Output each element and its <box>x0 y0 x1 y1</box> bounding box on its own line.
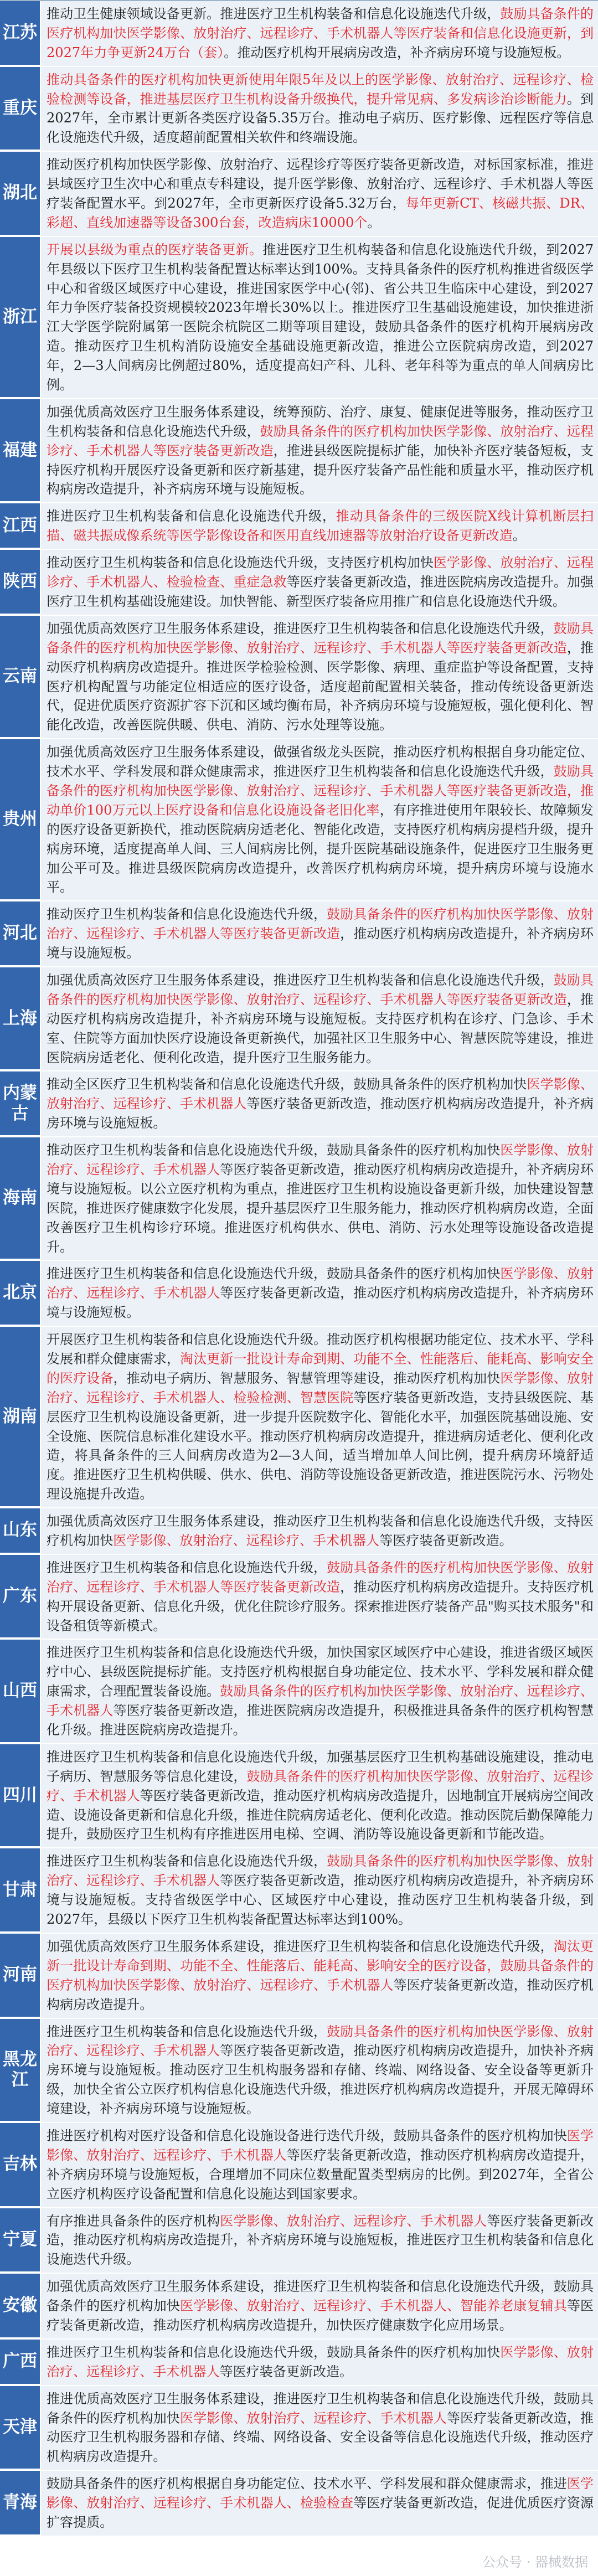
policy-text: 推动全区医疗卫生机构装备和信息化设施迭代升级，鼓励具备条件的医疗机构加快 <box>47 1076 527 1093</box>
policy-text: ，推动医疗机构病房改造提升，补齐病房环境与设施短板。支持医疗机构在诊疗、门急诊、手术室、住院等方面加快医疗设施设备更新换代，加强社区卫生服务中心、智慧医院等建设，推进医院病房适老化、便利化改造，提升医疗卫生服务能力。 <box>47 991 594 1065</box>
policy-text: 。推动医疗机构开展病房改造，补齐病房环境与设施短板。 <box>224 44 570 60</box>
province-cell: 北京 <box>0 1261 40 1326</box>
province-cell: 重庆 <box>0 67 40 151</box>
table-row <box>0 2340 598 2386</box>
policy-text: ，推动医疗机构病房改造提升。推进医学检验检测、医学影像、病理、重症监护等设备配置，支持医疗机构配置与功能定位相适应的医疗设备，适度超前配置相关装备，推动传统设备更新迭代，促进优质医疗资源扩容下沉和区域均衡布局，补齐病房环境与设施短板，强化便利化、智能化改造，改善医院供暖、供电、消防、污水处理等设施。 <box>47 640 594 733</box>
province-cell: 云南 <box>0 616 40 738</box>
policy-content-cell <box>40 2019 598 2122</box>
highlighted-text: 鼓励具备条件的医疗机构加快医学影像、放射治疗、远程诊疗、手术机器人等医疗装备更新改造 <box>47 423 594 458</box>
policy-text: 推进医疗卫生机构装备和信息化设施迭代升级， <box>47 1853 327 1869</box>
policy-text: 等医疗装备更新改造，推动医疗机构病房改造提升，补齐病房环境与设施短板，合理增加不同床位数量配置类型病房的比例。到2027年，全省公立医疗机构医疗设备配置和信息化设施达到国家要求。 <box>47 2147 594 2202</box>
policy-text: 等医疗装备更新改造，推动医疗机构病房改造提升，补齐病房环境与设施短板。以公立医疗机构为重点，推进医疗卫生机构设施设备更新升级，加快建设智慧医院，推进医疗健康数字化发展，提升基层医疗卫生服务能力，推动医疗机构病房改造，全面改善医疗卫生机构诊疗环境。推进医疗机构供水、供电、消防、污水处理等设施设备改造提升。 <box>47 1161 594 1255</box>
policy-text: 等医疗装备更新改造，推动医疗机构病房改造提升，补齐病房环境与设施短板，推进医疗卫生机构装备和信息化设施迭代升级。 <box>47 2213 594 2268</box>
policy-content-cell <box>40 2123 598 2207</box>
policy-text: ，推进县级医院提标扩能，加快补齐医疗装备短板，支持医疗机构开展医疗设备更新和医疗新基建，提升医疗装备产品性能和质量水平，推动医疗机构病房改造提升，补齐病房环境与设施短板。 <box>47 442 594 497</box>
policy-content-cell <box>40 2471 598 2536</box>
policy-text: 鼓励具备条件的医疗机构根据自身功能定位、技术水平、学科发展和群众健康需求，推进 <box>47 2476 567 2492</box>
policy-text: ，推动电子病历、智慧服务、智慧管理等建设，推动医疗机构加快 <box>113 1370 501 1386</box>
policy-text: 有序推进具备条件的医疗机构 <box>47 2213 220 2229</box>
highlighted-text: 医学影像、放射治疗、远程诊疗、手术机器人 <box>47 1266 594 1301</box>
policy-text: 等医疗装备更新改造，推动医疗机构病房改造提升，加快医疗健康数字化应用场景。 <box>47 2298 594 2333</box>
policy-content-cell <box>40 1508 598 1554</box>
table-row <box>0 1508 598 1555</box>
province-cell: 山东 <box>0 1508 40 1554</box>
province-cell: 河南 <box>0 1934 40 2018</box>
policy-text: 推进医疗卫生机构装备和信息化设施迭代升级，加强基层医疗卫生机构基础设施建设，推动电子病历、智慧服务等信息化建设， <box>47 1749 594 1784</box>
table-row <box>0 1744 598 1848</box>
table-row <box>0 2019 598 2123</box>
policy-text: 等医疗装备更新改造。 <box>379 1533 513 1549</box>
policy-content-cell <box>40 2274 598 2338</box>
policy-content-cell <box>40 2208 598 2273</box>
highlighted-text: 推动具备条件的三级医院X线计算机断层扫描、磁共振成像系统等医学影像设备和医用直线加速器等放射治疗设备更新改造 <box>47 508 594 544</box>
province-cell: 吉林 <box>0 2123 40 2207</box>
table-row <box>0 967 598 1071</box>
policy-text: 推进优质高效医疗卫生服务体系建设，推进医疗卫生机构装备和信息化设施迭代升级，鼓励具备条件的医疗机构加快 <box>47 2390 594 2426</box>
province-cell: 内蒙古 <box>0 1071 40 1136</box>
policy-content-cell <box>40 967 598 1070</box>
policy-content-cell <box>40 1327 598 1507</box>
policy-text: 加强优质高效医疗卫生服务体系建设，推动医疗卫生机构装备和信息化设施迭代升级，支持医疗机构加快 <box>47 1513 594 1549</box>
policy-text: 推动卫生健康领域设备更新。推进医疗卫生机构装备和信息化设施迭代升级， <box>47 6 501 22</box>
highlighted-text: 鼓励具备条件的医疗机构加快医学影像、放射治疗、远程诊疗、手术机器人等医疗装备更新改造 <box>47 620 594 656</box>
table-row <box>0 1555 598 1640</box>
policy-content-cell <box>40 399 598 502</box>
province-cell: 海南 <box>0 1137 40 1260</box>
province-cell: 黑龙江 <box>0 2019 40 2122</box>
highlighted-text: 淘汰更新一批设计寿命到期、功能不全、性能落后、能耗高、影响安全的医疗设备 <box>47 1351 594 1386</box>
table-row <box>0 1137 598 1261</box>
table-row <box>0 901 598 967</box>
province-cell: 江苏 <box>0 1 40 66</box>
table-row <box>0 1848 598 1934</box>
policy-text: 推动医疗卫生机构装备和信息化设施迭代升级，支持医疗机构加快 <box>47 555 434 571</box>
table-row <box>0 2471 598 2537</box>
province-cell: 陕西 <box>0 550 40 615</box>
policy-text: 等医疗装备更新改造，推动医疗机构病房改造提升，补齐病房环境与设施短板。 <box>47 1285 594 1321</box>
province-cell: 广西 <box>0 2340 40 2385</box>
highlighted-text: 医学影像、放射治疗、远程诊疗、手术机器人 <box>47 1076 594 1112</box>
highlighted-text: 医学影像、放射治疗、远程诊疗、手术机器人、检验检查 <box>47 2476 594 2511</box>
policy-text: 推进医疗卫生机构装备和信息化设施迭代升级，加快国家区域医疗中心建设，推进省级区域医疗中心、县级医院提标扩能。支持医疗机构根据自身功能定位、技术水平、学科发展和群众健康需求，合理配置装备设施。 <box>47 1645 594 1699</box>
policy-text: 加强优质高效医疗卫生服务体系建设，推进医疗卫生机构装备和信息化设施迭代升级， <box>47 972 554 988</box>
highlighted-text: 鼓励具备条件的医疗机构加快医学影像、放射治疗、远程诊疗、手术机器人 <box>47 2023 594 2059</box>
table-row <box>0 503 598 550</box>
province-cell: 河北 <box>0 901 40 966</box>
policy-content-cell <box>40 2386 598 2470</box>
policy-text: 。到2027年，全市累计更新各类医疗设备5.35万台。推动电子病历、医疗影像、远程医疗等信息化设施迭代升级，适度超前配置相关软件和终端设施。 <box>47 91 594 146</box>
table-row <box>0 399 598 503</box>
highlighted-text: 医学影像、放射治疗、远程诊疗、手术机器人 <box>47 2344 594 2379</box>
province-cell: 湖北 <box>0 152 40 236</box>
province-cell: 青海 <box>0 2471 40 2536</box>
watermark-text: 公众号 · 器械数据 <box>482 2554 588 2570</box>
highlighted-text: 鼓励具备条件的医疗机构加快医学影像、放射治疗、远程诊疗、手术机器人等医疗装备更新改造 <box>47 906 594 942</box>
highlighted-text: 淘汰更新一批设计寿命到期、功能不全、性能落后、能耗高、影响安全的医疗设备，鼓励具备条件的医疗机构加快医学影像、放射治疗、远程诊疗、手术机器人 <box>47 1938 594 1993</box>
highlighted-text: 推动具备条件的医疗机构加快更新使用年限5年及以上的医学影像、放射治疗、远程诊疗、检验检测等设备，推进基层医疗卫生机构设备升级换代，提升常见病、多发病诊治诊断能力 <box>47 71 594 107</box>
policy-content-cell <box>40 550 598 615</box>
policy-content-cell <box>40 1137 598 1260</box>
policy-content-cell <box>40 1 598 66</box>
policy-content-cell <box>40 152 598 236</box>
table-row <box>0 1 598 67</box>
table-row <box>0 67 598 152</box>
policy-text: 等医疗装备更新改造，支持县级医院、基层医疗卫生机构设施设备更新，进一步提升医院数字化、智能化水平，加强医院基础设施、安全设施、医院信息标准化建设水平。推动医疗机构病房改造提升，推进病房适老化、便利化改造，将具备条件的三人间病房改造为2—3人间，适当增加单人间比例，提升病房环境舒适度。推进医疗卫生机构供暖、供水、供电、消防等设施设备更新改造，推进医院污水、污物处理设施提升改造。 <box>47 1389 594 1502</box>
policy-content-cell <box>40 1744 598 1847</box>
table-row <box>0 1640 598 1744</box>
policy-text: 等医疗装备更新改造，推进医院病房改造提升。加强医疗卫生机构基础设施建设。加快智能、新型医疗装备应用推广和信息化设施迭代升级。 <box>47 574 594 609</box>
policy-text: 等医疗装备更新改造，推进医院病房改造提升，积极推进具备条件的医疗机构智慧化升级。推进医院病房改造提升。 <box>47 1703 594 1738</box>
policy-content-cell <box>40 2340 598 2385</box>
highlighted-text: 鼓励具备条件的医疗机构加快医学影像、放射治疗、远程诊疗、手术机器人等医疗装备更新改造，推动单价100万元以上医疗设备和信息化设施设备老旧化率 <box>47 764 594 818</box>
policy-text: 推动医疗机构加快医学影像、放射治疗、远程诊疗等医疗装备更新改造，对标国家标准，推进县域医疗卫生次中心和重点专科建设，提升医学影像、放射治疗、远程诊疗、手术机器人等医疗装备配置水平。到2027年，全市更新医疗设备5.32万台， <box>47 157 594 212</box>
table-row <box>0 152 598 237</box>
table-row <box>0 2123 598 2208</box>
province-cell: 福建 <box>0 399 40 502</box>
policy-content-cell <box>40 67 598 151</box>
policy-text: ，推动医疗机构病房改造提升，补齐病房环境与设施短板。 <box>47 926 594 961</box>
table-row <box>0 739 598 901</box>
policy-text: 加强优质高效医疗卫生服务体系建设，推进医疗卫生机构装备和信息化设施迭代升级， <box>47 620 554 636</box>
highlighted-text: 鼓励具备条件的医疗机构加快医学影像、放射治疗、远程诊疗、手术机器人 <box>47 1768 594 1804</box>
policy-text: 等医疗装备更新改造。 <box>219 2363 353 2379</box>
province-cell: 宁夏 <box>0 2208 40 2273</box>
policy-text: 推进医疗卫生机构装备和信息化设施迭代升级，鼓励具备条件的医疗机构加快 <box>47 2344 501 2360</box>
highlighted-text: 开展以县级为重点的医疗装备更新。 <box>47 241 263 257</box>
province-cell: 上海 <box>0 967 40 1070</box>
highlighted-text: 医学影像、放射治疗、远程诊疗、手术机器人、智能养老康复辅具 <box>179 2298 567 2314</box>
highlighted-text: 医学影像、放射治疗、远程诊疗、手术机器人 <box>113 1533 380 1549</box>
policy-text: 。 <box>367 214 381 230</box>
policy-content-cell <box>40 1934 598 2018</box>
policy-text: 推进医疗卫生机构装备和信息化设施迭代升级，鼓励具备条件的医疗机构加快 <box>47 1266 501 1282</box>
table-row <box>0 550 598 616</box>
policy-text: 等医疗装备更新改造，促进优质医疗资源扩容提质。 <box>47 2495 594 2530</box>
policy-text: 等医疗装备更新改造，推动医疗卫生机构服务器和存储、终端、网络设备、安全设备等信息化设施迭代升级，推动医疗机构病房改造提升。 <box>47 2410 594 2465</box>
highlighted-text: 医学影像、放射治疗、远程诊疗、手术机器人 <box>179 2410 447 2426</box>
policy-content-cell <box>40 1640 598 1743</box>
policy-text: 加强优质高效医疗卫生服务体系建设，推进医疗卫生机构装备和信息化设施迭代升级， <box>47 1938 554 1954</box>
policy-text: 推进医疗机构对医疗设备和信息化设施设备进行迭代升级，鼓励具备条件的医疗机构加快 <box>47 2127 567 2144</box>
policy-text: 推动医疗卫生机构装备和信息化设施迭代升级，鼓励具备条件的医疗机构加快 <box>47 1142 501 1158</box>
table-row <box>0 1327 598 1508</box>
policy-text: 加强优质高效医疗卫生服务体系建设，统筹预防、治疗、康复、健康促进等服务，推动医疗卫生机构装备和信息化设施迭代升级， <box>47 404 594 439</box>
province-cell: 天津 <box>0 2386 40 2470</box>
table-row <box>0 2274 598 2340</box>
highlighted-text: 鼓励具备条件的医疗机构加快医学影像、放射治疗、远程诊疗、手术机器人等医疗装备和信息化设施更新，到2027年力争更新24万台（套） <box>47 6 594 60</box>
highlighted-text: 每年更新CT、核磁共振、DR、彩超、直线加速器等设备300台套，改造病床10000个 <box>47 195 594 230</box>
highlighted-text: 鼓励具备条件的医疗机构加快医学影像、放射治疗、远程诊疗、手术机器人 <box>47 1683 594 1719</box>
policy-content-cell <box>40 1071 598 1136</box>
highlighted-text: 医学影像、放射治疗、远程诊疗、手术机器人 <box>47 2127 594 2163</box>
highlighted-text: 医学影像、放射治疗、远程诊疗、手术机器人 <box>47 1142 594 1177</box>
highlighted-text: 鼓励具备条件的医疗机构加快医学影像、放射治疗、远程诊疗、手术机器人等医疗装备更新改造 <box>47 1559 594 1595</box>
policy-text: 等医疗装备更新改造，推动医疗机构病房改造提升。 <box>47 1977 594 2012</box>
policy-content-cell <box>40 739 598 900</box>
policy-content-cell <box>40 616 598 738</box>
highlighted-text: 鼓励具备条件的医疗机构加快医学影像、放射治疗、远程诊疗、手术机器人 <box>47 1853 594 1889</box>
policy-content-cell <box>40 1848 598 1933</box>
policy-text: 。 <box>512 528 526 544</box>
policy-text: 等医疗装备更新改造，推动医疗机构病房改造提升，加快补齐病房环境与设施短板。推动医疗卫生机构服务器和存储、终端、网络设备、安全设备等更新升级，加快全省公立医疗机构信息化设施迭代升级，推进医疗机构病房改造提升，开展无障碍环境建设，补齐病房环境与设施短板。 <box>47 2043 594 2117</box>
province-cell: 江西 <box>0 503 40 549</box>
table-row <box>0 237 598 399</box>
policy-text: 加强优质高效医疗卫生服务体系建设，做强省级龙头医院，推动医疗机构根据自身功能定位、技术水平、学科发展和群众健康需求，推进医疗卫生机构装备和信息化设施迭代升级， <box>47 744 594 780</box>
province-cell: 贵州 <box>0 739 40 900</box>
policy-text: 加强优质高效医疗卫生服务体系建设，推进医疗卫生机构装备和信息化设施迭代升级，鼓励具备条件的医疗机构加快 <box>47 2279 594 2314</box>
policy-text: 推进医疗卫生机构装备和信息化设施迭代升级，到2027年县级以下医疗卫生机构装备配置达标率达到100%。支持具备条件的医疗机构推进省级医学中心和省级区域医疗中心建设，推进国家医学中心(邻)、省公共卫生临床中心建设，到2027年力争医疗装备投资规模较2023年增长30%以上。推进医疗卫生基础设施建设，加快推进浙江大学医学院附属第一医院余杭院区二期等项目建设，鼓励具备条件的医疗机构开展病房改造。推动医疗卫生机构消防设施安全基础设施更新改造，推进公立医院病房改造，到2027年，2—3人间病房比例超过80%，适度提高妇产科、儿科、老年科等为重点的单人间病房比例。 <box>47 241 594 393</box>
table-row <box>0 1261 598 1327</box>
table-row <box>0 1071 598 1137</box>
policy-text: 推进医疗卫生机构装备和信息化设施迭代升级， <box>47 2023 327 2039</box>
policy-text: 推进医疗卫生机构装备和信息化设施迭代升级， <box>47 1559 327 1575</box>
province-cell: 四川 <box>0 1744 40 1847</box>
policy-content-cell <box>40 1261 598 1326</box>
policy-content-cell <box>40 1555 598 1639</box>
policy-text: 等医疗装备更新改造，推动医疗机构病房改造提升，补齐病房环境与设施短板。 <box>47 1096 594 1131</box>
policy-text: ，推动医疗机构病房改造提升。支持医疗机构开展设备更新、信息化升级，优化住院诊疗服务。探索推进医疗装备产品"购买技术服务"和设备租赁等新模式。 <box>47 1579 594 1634</box>
highlighted-text: 医学影像、放射治疗、远程诊疗、手术机器人 <box>220 2213 487 2229</box>
province-cell: 甘肃 <box>0 1848 40 1933</box>
policy-text: 开展医疗卫生机构装备和信息化设施迭代升级。推动医疗机构根据功能定位、技术水平、学科发展和群众健康需求， <box>47 1332 594 1367</box>
policy-text: 推进医疗卫生机构装备和信息化设施迭代升级， <box>47 508 336 524</box>
highlighted-text: 医学影像、放射治疗、远程诊疗、手术机器人、检验检测、智慧医院 <box>47 1370 594 1405</box>
policy-text: ，有序推进使用年限较长、故障频发的医疗设备更新换代，推动医院病房适老化、智能化改造，支持医疗机构病房提档升级，提升病房环境，适度提高单人间、三人间病房比例，提升医院基础设施条件，促进医疗卫生服务更加公平可及。推进县级医院病房改造提升，改善医疗机构病房环境，提升病房环境与设施水平。 <box>47 802 594 895</box>
table-row <box>0 616 598 739</box>
policy-text: 等医疗装备更新改造，推动医疗机构病房改造提升，补齐病房环境与设施短板。支持省级医学中心、区域医疗中心建设，推动医疗卫生机构装备升级，到2027年，县级以下医疗卫生机构装备配置达标率达到100%。 <box>47 1873 594 1928</box>
province-cell: 浙江 <box>0 237 40 398</box>
province-cell: 安徽 <box>0 2274 40 2338</box>
province-cell: 广东 <box>0 1555 40 1639</box>
policy-content-cell <box>40 901 598 966</box>
table-row <box>0 2208 598 2274</box>
policy-content-cell <box>40 237 598 398</box>
highlighted-text: 鼓励具备条件的医疗机构加快医学影像、放射治疗、远程诊疗、手术机器人等医疗装备更新改造 <box>47 972 594 1007</box>
highlighted-text: 医学影像、放射治疗、远程诊疗、手术机器人、检验检查、重症急救 <box>47 555 594 590</box>
policy-text: 等医疗装备更新改造，推动医疗机构病房改造提升，因地制宜开展病房空间改造、设施设备更新和信息化升级，推进住院病房适老化、便利化改造。推动医院后勤保障能力提升，鼓励医疗卫生机构有序推进医用电梯、空调、消防等设施设备更新和节能改造。 <box>47 1787 594 1842</box>
policy-text: 推动医疗卫生机构装备和信息化设施迭代升级， <box>47 906 327 923</box>
table-row <box>0 2386 598 2471</box>
policy-content-cell <box>40 503 598 549</box>
province-cell: 湖南 <box>0 1327 40 1507</box>
table-row <box>0 1934 598 2019</box>
province-cell: 山西 <box>0 1640 40 1743</box>
